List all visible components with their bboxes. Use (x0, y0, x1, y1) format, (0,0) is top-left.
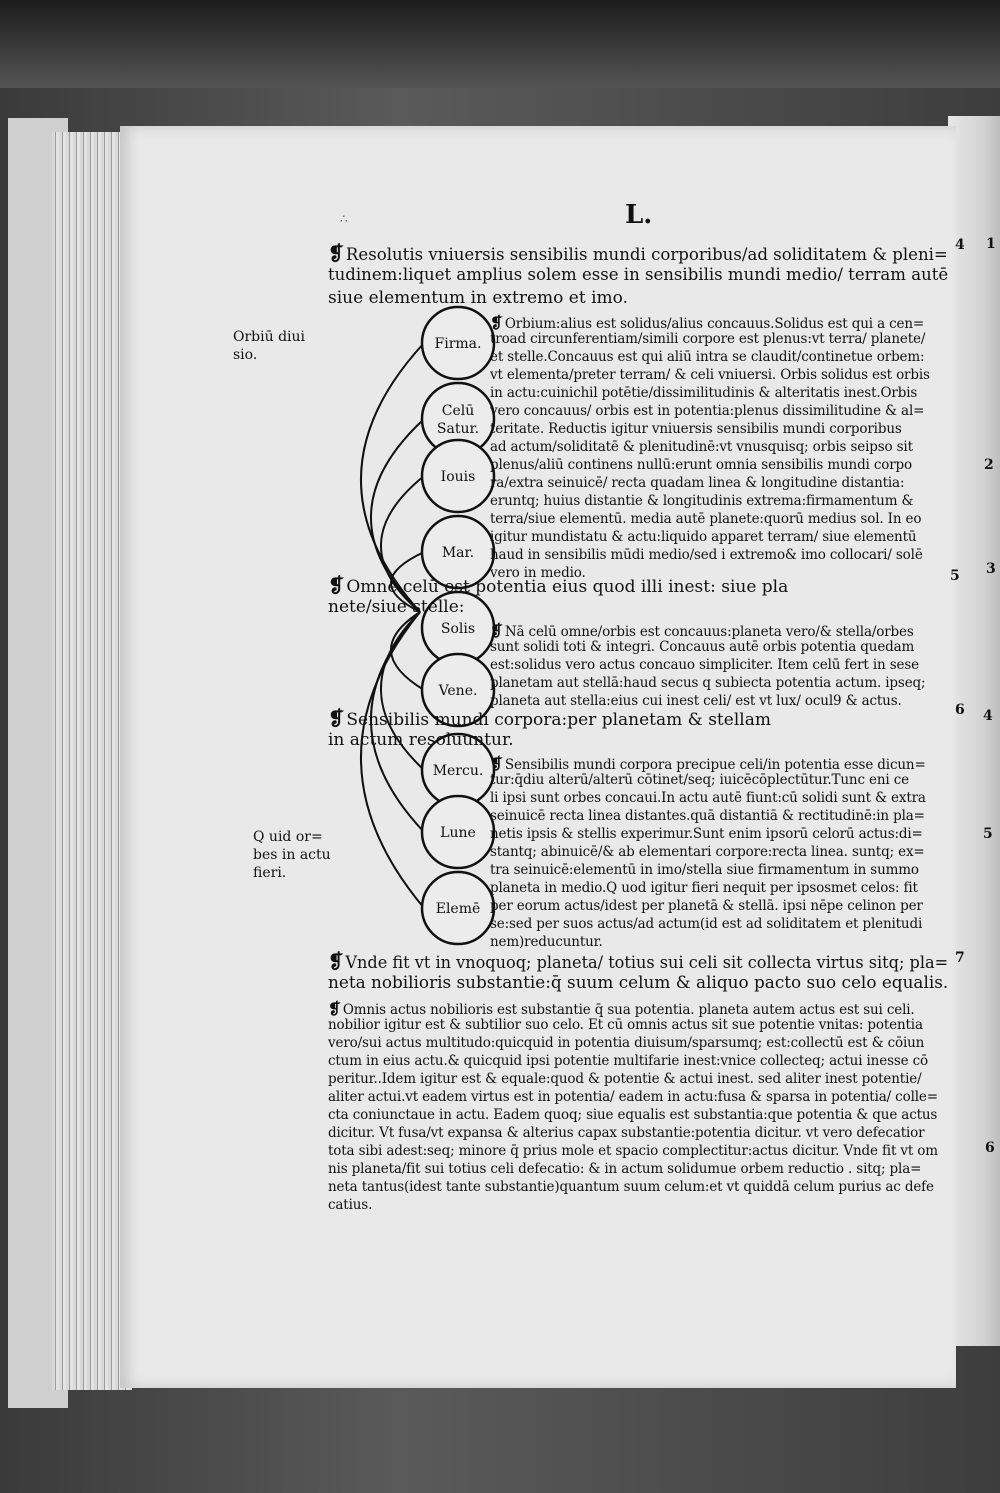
text-line-content: nobilior igitur est & subtilior suo celo. Et cū omnis actus sit sue potentie vnitas: potentia (328, 1017, 923, 1033)
text-line (490, 900, 923, 914)
text-line-content: Vnde fit vt in vnoquoq; planeta/ totius sui celi sit collecta virtus sitq; pla= (345, 953, 949, 973)
text-line-content: haud in sensibilis mūdi medio/sed i extremo& imo collocari/ solē (490, 547, 923, 563)
text-line (328, 576, 788, 596)
text-line (490, 423, 902, 437)
text-line-content: eruntq; huius distantie & longitudinis extrema:firmamentum & (490, 493, 914, 509)
text-line (490, 774, 909, 788)
text-line-content: planeta in medio.Q uod igitur fieri nequit per ipsosmet celos: fit (490, 880, 918, 896)
text-line-content: nis planeta/fit sui totius celi defecatio: & in actum solidumue orbem reductio . sitq; pla= (328, 1161, 922, 1177)
text-line (328, 1055, 928, 1069)
text-line (328, 1163, 921, 1177)
text-line (328, 267, 948, 284)
text-line-content: ad actum/soliditatē & plenitudinē:vt vnusquisq; orbis seipso sit (490, 439, 913, 455)
text-line-content: sunt solidi toti & integri. Concauus autē orbis potentia quedam (490, 639, 915, 655)
text-line (490, 387, 917, 401)
text-line (490, 531, 916, 545)
text-line (328, 732, 514, 749)
text-line (490, 936, 603, 950)
text-line-content: teritate. Reductis igitur vniuersis sensibilis mundi corporibus (490, 421, 902, 437)
pilcrow-icon: ❡ (328, 574, 345, 597)
pilcrow-icon: ❡ (490, 621, 503, 640)
text-line-content: ra/extra seinuicē/ recta quadam linea & longitudine distantia: (490, 475, 905, 491)
text-line-content: peritur..Idem igitur est & equale:quod & potentie & actui inest. sed aliter inest potentie/ (328, 1071, 922, 1087)
text-line-content: tur:q̄diu alterū/alterū cōtinet/seq; iuicēcōplectūtur.Tunc eni ce (490, 772, 909, 788)
text-line-content: Omne celū est potentia eius quod illi inest: siue pla (346, 577, 789, 597)
text-line (328, 1037, 924, 1051)
text-line-content: planeta aut stella:eius cui inest celi/ est vt lux/ ocul9 & actus. (490, 693, 902, 709)
text-line (490, 369, 930, 383)
text-line (490, 477, 904, 491)
text-line-content: siue elementum in extremo et imo. (328, 288, 628, 308)
text-line (490, 828, 923, 842)
edge-number-6: 6 (955, 702, 965, 718)
text-line (328, 1019, 923, 1033)
text-line (490, 756, 926, 773)
text-line-content: in actu:cuinichil potētie/dissimilitudinis & alteritatis inest.Orbis (490, 385, 918, 401)
text-line-content: ctum in eius actu.& quicquid ipsi potentie multifarie inest:vnice collecteq; actui inesse cō (328, 1053, 928, 1069)
text-line-content: plenus/aliū continens nullū:erunt omnia sensibilis mundi corpo (490, 457, 913, 473)
text-line-content: est:solidus vero actus concauo simpliciter. Item celū fert in sese (490, 657, 919, 673)
orb-label: Elemē (435, 901, 481, 917)
text-line (490, 695, 902, 709)
facing-number-5: 5 (983, 826, 993, 842)
text-line (490, 459, 912, 473)
margin-note-line: bes in actu (253, 847, 331, 863)
text-line-content: Nā celū omne/orbis est concauus:planeta vero/& stella/orbes (504, 624, 914, 640)
text-line (328, 290, 628, 307)
text-line (490, 351, 924, 365)
text-line (328, 709, 771, 729)
pilcrow-icon: ❡ (328, 999, 341, 1018)
edge-number-5: 5 (950, 568, 960, 584)
margin-note-line: Q uid or= (253, 829, 323, 845)
text-line-content: li ipsi sunt orbes concaui.In actu autē fiunt:cū solidi sunt & extra (490, 790, 926, 806)
text-line-content: per eorum actus/idest per planetā & stellā. ipsi nēpe celinon per (490, 898, 923, 914)
folio-number: L. (625, 200, 653, 230)
text-line-content: planetam aut stellā:haud secus q subiecta potentia actum. ipseq; (490, 675, 926, 691)
pilcrow-icon: ❡ (490, 754, 503, 773)
text-line-content: igitur mundistatu & actu:liquido apparet terram/ siue elementū (490, 529, 917, 545)
text-line (328, 244, 948, 264)
connector-arc (361, 343, 424, 612)
diagram-arcs (361, 343, 424, 908)
text-line (490, 405, 924, 419)
pilcrow-icon: ❡ (328, 242, 344, 265)
text-line-content: Resolutis vniuersis sensibilis mundi corporibus/ad soliditatem & pleni= (345, 245, 948, 265)
text-line (328, 975, 948, 992)
orb-label: Firma. (434, 336, 482, 352)
margin-note-line: Orbiū diui (233, 329, 306, 345)
text-line (490, 792, 926, 806)
connector-arc (391, 612, 424, 690)
text-line-content: dicitur. Vt fusa/vt expansa & alterius capax substantie:potentia dicitur. vt vero defecatior (328, 1125, 925, 1141)
text-line-content: catius. (328, 1197, 373, 1213)
text-line (490, 810, 925, 824)
text-line-content: cta coniunctaue in actu. Eadem quoq; siue equalis est substantia:que potentia & que actus (328, 1107, 938, 1123)
edge-number-4: 4 (955, 237, 965, 253)
text-line-content: tudinem:liquet amplius solem esse in sensibilis mundi medio/ terram autē (328, 265, 949, 285)
text-line (490, 333, 925, 347)
pilcrow-icon: ❡ (490, 313, 503, 332)
text-line (490, 846, 925, 860)
orb-label: Solis (440, 621, 476, 637)
orb-label: Iouis (440, 469, 476, 485)
text-line-content: stantq; abinuicē/& ab elementari corpore:recta linea. suntq; ex= (490, 844, 925, 860)
text-line-content: nete/siue stelle: (328, 597, 465, 617)
stray-mark: ∴ (340, 212, 348, 226)
text-line (490, 549, 923, 563)
orb-label: Satur. (436, 421, 480, 437)
margin-note-line: sio. (233, 347, 258, 363)
text-line-content: Sensibilis mundi corpora precipue celi/in potentia esse dicun= (504, 757, 926, 773)
text-line (490, 441, 913, 455)
text-line-content: Sensibilis mundi corpora:per planetam & stellam (346, 710, 771, 730)
text-line-content: troad circunferentiam/simili corpore est plenus:vt terra/ planete/ (490, 331, 926, 347)
text-line-content: et stelle.Concauus est qui aliū intra se claudit/continetue orbem: (490, 349, 925, 365)
text-line-content: tra seinuicē:elementū in imo/stella siue firmamentum in summo (490, 862, 919, 878)
text-line (328, 1181, 934, 1195)
text-line-content: Orbium:alius est solidus/alius concauus.Solidus est qui a cen= (504, 316, 925, 332)
text-line-content: tota sibi adest:seq; minore q̄ prius mole et spacio complectitur:actus dicitur. Vnde fit vt om (328, 1143, 938, 1159)
text-line-content: aliter actui.vt eadem virtus est in potentia/ eadem in actu:fusa & sparsa in potentia/ colle= (328, 1089, 938, 1105)
text-line-content: neta nobilioris substantie:q̄ suum celum & aliquo pacto suo celo equalis. (328, 973, 949, 993)
text-line-content: seinuicē recta linea distantes.quā distantiā & rectitudinē:in pla= (490, 808, 925, 824)
text-line (490, 918, 922, 932)
text-line (490, 641, 914, 655)
facing-number-1: 1 (986, 236, 996, 252)
text-line-content: se:sed per suos actus/ad actum(id est ad soliditatem et plenitudi (490, 916, 923, 932)
diagram-circles (422, 307, 494, 944)
text-line-content: netis ipsis & stellis experimur.Sunt enim ipsorū celorū actus:di= (490, 826, 923, 842)
text-line (490, 659, 919, 673)
text-line (490, 623, 914, 640)
text-line (328, 1199, 372, 1213)
facing-number-4: 4 (983, 708, 993, 724)
text-line-content: Omnis actus nobilioris est substantie q̄ sua potentia. planeta autem actus est sui celi. (342, 1002, 915, 1018)
edge-number-7: 7 (955, 950, 965, 966)
margin-note-line: fieri. (253, 865, 287, 881)
orb-label: Vene. (438, 683, 478, 699)
text-line-content: terra/siue elementū. media autē planete:quorū medius sol. In eo (490, 511, 922, 527)
orb-label: Lune (440, 825, 476, 841)
text-line (490, 315, 924, 332)
text-line-content: nem)reducuntur. (490, 934, 603, 950)
text-line (328, 1127, 924, 1141)
orb-label: Celū (441, 403, 475, 419)
text-line (490, 864, 919, 878)
text-line (328, 599, 464, 616)
text-line-content: vero/sui actus multitudo:quicquid in potentia diuisum/sparsumq; est:collectū est & cōiun (328, 1035, 925, 1051)
facing-number-3: 3 (986, 561, 996, 577)
text-line (328, 1073, 921, 1087)
text-line (328, 1001, 915, 1018)
facing-number-6: 6 (985, 1140, 995, 1156)
text-line (490, 677, 925, 691)
text-line (490, 513, 921, 527)
pilcrow-icon: ❡ (328, 707, 345, 730)
text-line-content: in actum resoluuntur. (328, 730, 514, 750)
text-line (490, 882, 918, 896)
text-line (328, 952, 948, 972)
text-line-content: vero in medio. (490, 565, 586, 581)
facing-number-2: 2 (984, 457, 994, 473)
pilcrow-icon: ❡ (328, 950, 344, 973)
orb-label: Mercu. (432, 763, 484, 779)
text-line (328, 1109, 937, 1123)
text-line-content: neta tantus(idest tante substantie)quantum suum celum:et vt quiddā celum purius ac defe (328, 1179, 934, 1195)
text-line (328, 1145, 938, 1159)
text-line-content: vt elementa/preter terram/ & celi vniuersi. Orbis solidus est orbis (490, 367, 930, 383)
text-line (328, 1091, 938, 1105)
orb-label: Mar. (441, 545, 475, 561)
text-line-content: vero concauus/ orbis est in potentia:plenus dissimilitudine & al= (490, 403, 925, 419)
text-line (490, 495, 913, 509)
